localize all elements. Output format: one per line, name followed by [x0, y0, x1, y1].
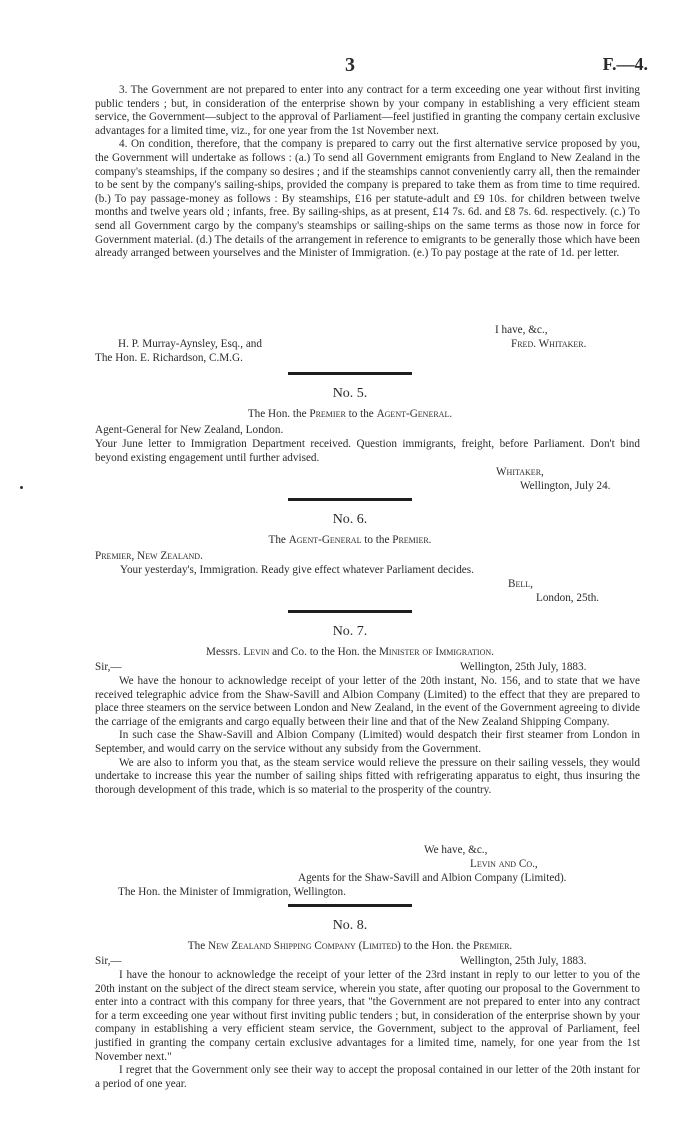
doc-5-body [95, 438, 640, 465]
paragraph-1: We have the honour to acknowledge receipt of your letter of the 20th instant, No. 156, and to state that we have received telegraphic advice from the Shaw-Savill and Albion Company (Limited) to the effect that they are prepared to place three steamers on the service between London and New Zealand, in the event of the Government agreeing to divide the carriage of the emigrants and cargo equally between their line and that of the New Zealand Shipping Company. [95, 675, 640, 728]
heading-part: Messrs. [206, 646, 241, 658]
heading-part: Levin [243, 646, 270, 658]
doc-number-6: No. 6. [332, 512, 368, 527]
heading-part: The [187, 940, 206, 952]
doc-7-signature: Levin and Co., [470, 858, 538, 870]
heading-part: The [268, 534, 286, 546]
doc-7-heading [0, 646, 700, 658]
doc-6-heading [0, 534, 700, 546]
heading-part: to the Hon. the [403, 940, 471, 952]
paragraph-4: 4. On condition, therefore, that the company is prepared to carry out the first alternative service proposed by you, the Government will undertake as follows : (a.) To send all Government emigrants from England to New Zealand in the company's steamships, if the company so desires ; and if the steamships cannot conveniently carry all, then the remainder to be sent by the company's sailing-ships, provided the company is prepared to take them as from time to time required. (b.) To pay passage-money as follows : By steamships, £16 per statute-adult and £9 10s. for children between twelve months and twelve years old ; infants, free. By sailing-ships, as at present, £14 7s. 6d. and £8 7s. 6d. respectively. (c.) To send all Government cargo by the company's steamships or sailing-ships on the same terms as those now in force for Government material. (d.) The details of the arrangement in reference to emigrants to be generally those which have been already arranged between yourselves and the Minister of Immigration. (e.) To pay postage at the rate of 1d. per letter. [95, 138, 640, 260]
message: Your June letter to Immigration Department received. Question immigrants, freight, before Parliament. Don't bind beyond existing engagement until further advised. [95, 438, 640, 464]
doc-8-date: Wellington, 25th July, 1883. [460, 955, 587, 967]
doc-number-5: No. 5. [332, 386, 368, 401]
doc-number-7: No. 7. [332, 624, 368, 639]
doc-6-body: Your yesterday's, Immigration. Ready give effect whatever Parliament decides. [120, 564, 474, 576]
margin-mark [20, 486, 23, 489]
page-number: 3 [345, 54, 355, 76]
heading-part: and Co. to the Hon. the [272, 646, 377, 658]
heading-part: Premier. [472, 940, 513, 952]
heading-part: to the [348, 408, 374, 420]
heading-part: Agent-General. [376, 408, 453, 420]
doc-number-8: No. 8. [332, 918, 368, 933]
doc-8-salutation: Sir,— [95, 955, 122, 967]
section-divider [288, 610, 412, 613]
addressee-line-1: H. P. Murray-Aynsley, Esq., and [118, 338, 262, 350]
section-divider [288, 904, 412, 907]
doc-7-date: Wellington, 25th July, 1883. [460, 661, 587, 673]
signature: Fred. Whitaker. [511, 338, 587, 350]
letter-4-body [95, 84, 640, 261]
doc-5-place-date: Wellington, July 24. [520, 480, 611, 492]
heading-part: Minister of Immigration. [378, 646, 494, 658]
heading-part: Premier. [392, 534, 432, 546]
section-divider [288, 498, 412, 501]
doc-5-heading [0, 408, 700, 420]
heading-part: New Zealand Shipping Company (Limited) [207, 940, 401, 952]
heading-part: Premier [309, 408, 346, 420]
heading-part: Agent-General [288, 534, 362, 546]
doc-6-place-date: London, 25th. [536, 592, 600, 604]
doc-7-addressee: The Hon. the Minister of Immigration, Wellington. [118, 886, 346, 898]
closing: I have, &c., [495, 324, 548, 336]
doc-6-address: Premier, New Zealand. [95, 550, 203, 562]
section-divider [288, 372, 412, 375]
paragraph-3: We are also to inform you that, as the steam service would relieve the pressure on their sailing vessels, they would undertake to increase this year the number of sailing ships fitted with refrigerating apparatus to eight, thus insuring the thorough development of this trade, which is so material to the prosperity of the country. [95, 756, 640, 796]
paragraph-2: In such case the Shaw-Savill and Albion Company (Limited) would despatch their first steamer from London in September, and would carry on the service without any subsidy from the Government. [95, 729, 640, 755]
doc-7-agents: Agents for the Shaw-Savill and Albion Company (Limited). [298, 872, 567, 884]
document-reference: F.—4. [602, 54, 648, 74]
doc-7-salutation: Sir,— [95, 661, 122, 673]
doc-8-body [95, 969, 640, 1091]
doc-7-closing: We have, &c., [424, 844, 488, 856]
heading-part: to the [364, 534, 390, 546]
doc-5-signature: Whitaker, [496, 466, 544, 478]
addressee-line-2: The Hon. E. Richardson, C.M.G. [95, 352, 243, 364]
paragraph-1: I have the honour to acknowledge the receipt of your letter of the 23rd instant in reply to our letter to you of the 20th instant on the subject of the direct steam service, wherein you state, after quoting our proposal to the Government to enter into a contract with this company for three years, that "the Government are not prepared to enter into any contract for a term exceeding one year without first inviting public tenders ; but, in consideration of the enterprise shown by your company in establishing a very efficient steam service, the Government, subject to the approval of Parliament, feel justified in granting the company certain exclusive advantages for a limited time, namely, for one year from the 1st November next." [95, 969, 640, 1063]
paragraph-3: 3. The Government are not prepared to enter into any contract for a term exceeding one year without first inviting public tenders ; but, in consideration of the enterprise shown by your company in establishing a very efficient steam service, the Government—subject to the approval of Parliament—feel justified in granting the company certain exclusive advantages for a limited time, viz., for one year from the 1st November next. [95, 84, 640, 137]
doc-7-body [95, 675, 640, 797]
paragraph-2: I regret that the Government only see their way to accept the proposal contained in our letter of the 20th instant for a period of one year. [95, 1064, 640, 1090]
heading-part: The Hon. the [247, 408, 307, 420]
doc-8-heading [0, 940, 700, 952]
doc-6-signature: Bell, [508, 578, 533, 590]
doc-5-address: Agent-General for New Zealand, London. [95, 424, 284, 436]
